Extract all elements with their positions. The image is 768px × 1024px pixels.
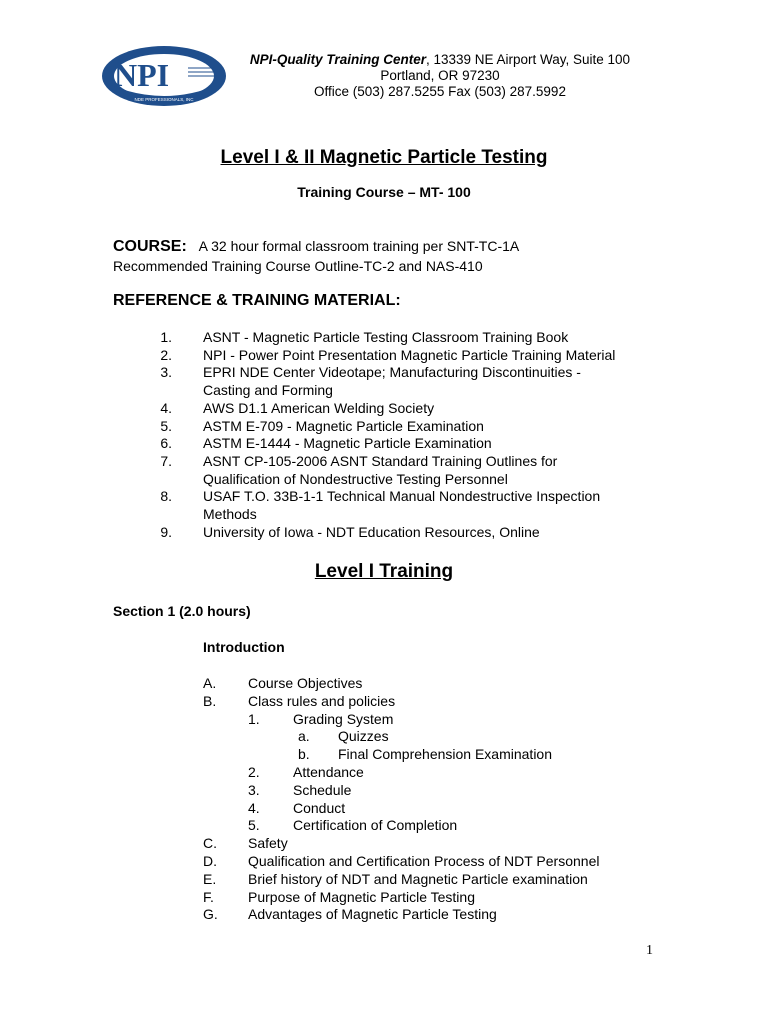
outline-item-text: Conduct	[293, 799, 346, 816]
reference-number: 4.	[160, 399, 172, 416]
outline-item-text: Attendance	[293, 764, 364, 780]
reference-text: Casting and Forming	[203, 382, 333, 399]
reference-number: 5.	[160, 417, 172, 434]
reference-number: 6.	[160, 435, 172, 452]
outline-item-number: a.	[298, 728, 310, 745]
outline-item-text: Advantages of Magnetic Particle Testing	[248, 906, 497, 923]
address-line-1: , 13339 NE Airport Way, Suite 100	[425, 52, 631, 67]
section1-heading: Section 1 (2.0 hours)	[113, 603, 251, 619]
course-line-1	[113, 237, 519, 256]
reference-number: 8.	[160, 488, 172, 505]
outline-item-text: Class rules and policies	[248, 692, 396, 709]
reference-text: ASTM E-1444 - Magnetic Particle Examination	[203, 435, 492, 452]
document-subtitle: Training Course – MT- 100	[297, 184, 471, 200]
reference-text: USAF T.O. 33B-1-1 Technical Manual Nondestructive Inspection	[203, 488, 601, 505]
logo-subtext: NDE PROFESSIONALS, INC	[134, 97, 194, 102]
reference-number: 3.	[160, 364, 172, 381]
outline-item-number: 5.	[248, 817, 260, 834]
outline-item-number: 2.	[248, 764, 260, 780]
level1-heading: Level I Training	[314, 561, 454, 582]
outline-item-number: G.	[203, 906, 218, 923]
header-line-1	[230, 52, 650, 68]
outline-item-text: Brief history of NDT and Magnetic Particle examination	[248, 870, 588, 887]
reference-heading: REFERENCE & TRAINING MATERIAL:	[113, 292, 401, 309]
reference-number: 1.	[160, 329, 172, 345]
page-number: 1	[646, 943, 653, 958]
outline-item-number: B.	[203, 692, 217, 709]
npi-logo	[100, 44, 228, 108]
outline-item-number: A.	[203, 675, 217, 691]
address-line-3: Office (503) 287.5255 Fax (503) 287.5992	[314, 84, 566, 99]
outline-item-text: Schedule	[293, 781, 352, 798]
outline-item-number: F.	[203, 888, 214, 905]
reference-text: EPRI NDE Center Videotape; Manufacturing Discontinuities -	[203, 364, 581, 381]
outline-item-number: D.	[203, 853, 217, 869]
course-text-2: Recommended Training Course Outline-TC-2 and NAS-410	[113, 258, 483, 274]
logo-text: NPI	[114, 57, 170, 93]
outline-item-text: Quizzes	[338, 728, 389, 745]
outline-item-number: C.	[203, 835, 217, 852]
outline-item-text: Final Comprehension Examination	[338, 746, 552, 763]
outline-item-text: Grading System	[293, 710, 394, 727]
reference-number: 7.	[160, 452, 172, 469]
address-line-2: Portland, OR 97230	[380, 68, 500, 83]
outline-item-text: Certification of Completion	[293, 817, 458, 834]
reference-text: AWS D1.1 American Welding Society	[203, 399, 435, 416]
outline-item-text: Safety	[248, 835, 288, 852]
intro-heading: Introduction	[203, 639, 285, 655]
course-text-1: A 32 hour formal classroom training per SNT-TC-1A	[198, 238, 520, 254]
outline-item-text: Qualification and Certification Process of NDT Personnel	[248, 853, 600, 869]
outline-item-number: E.	[203, 870, 217, 887]
outline-item-text: Course Objectives	[248, 675, 363, 691]
outline-item-text: Purpose of Magnetic Particle Testing	[248, 888, 475, 905]
document-title: Level I & II Magnetic Particle Testing	[220, 147, 548, 168]
outline-item-number: 3.	[248, 781, 260, 798]
reference-text: ASTM E-709 - Magnetic Particle Examination	[203, 417, 484, 434]
reference-text: ASNT - Magnetic Particle Testing Classroom Training Book	[203, 329, 569, 345]
course-label: COURSE:	[113, 238, 187, 255]
npi-logo-graphic	[100, 44, 228, 108]
reference-text: Methods	[203, 506, 257, 522]
reference-number: 9.	[160, 523, 172, 540]
org-name: NPI-Quality Training Center	[249, 52, 426, 67]
outline-item-number: 4.	[248, 799, 260, 816]
reference-number: 2.	[160, 346, 172, 363]
reference-text: NPI - Power Point Presentation Magnetic Particle Training Material	[203, 346, 616, 363]
reference-text: ASNT CP-105-2006 ASNT Standard Training Outlines for	[203, 452, 558, 469]
reference-text: Qualification of Nondestructive Testing Personnel	[203, 470, 508, 487]
reference-text: University of Iowa - NDT Education Resources, Online	[203, 523, 540, 540]
outline-item-number: 1.	[248, 710, 260, 727]
outline-item-number: b.	[298, 746, 310, 763]
